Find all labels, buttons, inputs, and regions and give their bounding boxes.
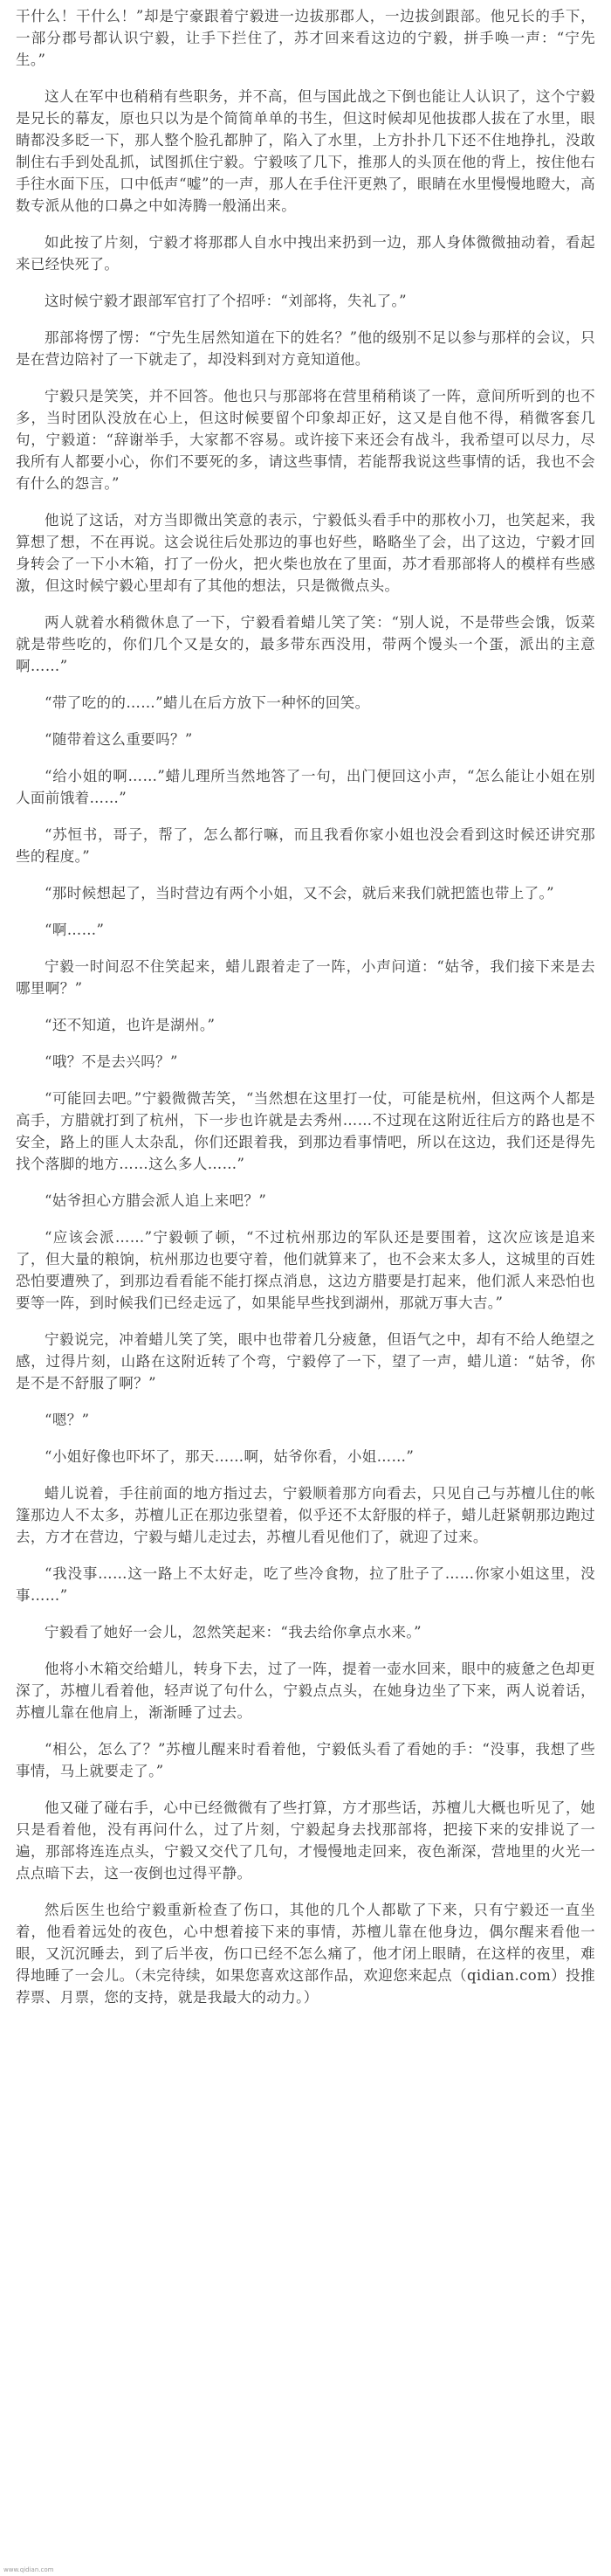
paragraph: “姑爷担心方腊会派人追上来吧？”: [45, 1192, 267, 1209]
article-body: [16, 5, 595, 2008]
paragraph: “我没事……这一路上不太好走，吃了些冷食物，拉了肚子了……你家小姐这里，没事……”: [16, 1565, 595, 1604]
paragraph: 这时候宁毅才跟部军官打了个招呼：“刘部将，失礼了。”: [45, 293, 408, 309]
paragraph: “应该会派……”宁毅顿了顿，“不过杭州那边的军队还是要围着，这次应该是追来了，但大量的粮饷，杭州那边也要守着，他们就算来了，也不会来太多人，这城里的百姓恐怕要遭殃了，到那边看看能不能打探点消息，这边方腊要是打起来，他们派人来恐怕也要等一阵，到时候我们已经走远了，如果能早些找到湖州，那就万事大吉。”: [16, 1229, 595, 1311]
paragraph: 宁毅只是笑笑，并不回答。他也只与那部将在营里稍稍谈了一阵，意间所听到的也不多，当时团队没放在心上，但这时候要留个印象却正好，这又是自他不得，稍微客套几句，宁毅道：“辞谢举手，大家都不容易。或许接下来还会有战斗，我希望可以尽力，尽我所有人都要小心，你们不要死的多，请这些事情，若能帮我说这些事情的话，我也不会有什么的怨言。”: [16, 388, 595, 492]
paragraph: “那时候想起了，当时营边有两个小姐，又不会，就后来我们就把篮也带上了。”: [45, 885, 555, 901]
paragraph: “嗯？”: [45, 1412, 90, 1428]
paragraph: 他说了这话，对方当即微出笑意的表示，宁毅低头看手中的那枚小刀，也笑起来，我算想了想，不在再说。这会说往后处那边的事也好些，略略坐了会，出了这边，宁毅才回身转会了一下小木箱，打了一份火，把火柴也放在了里面，苏才看那部将人的模样有些感激，但这时候宁毅心里却有了其他的想法，只是微微点头。: [16, 512, 595, 594]
paragraph: “相公，怎么了？”苏檀儿醒来时看着他，宁毅低头看了看她的手：“没事，我想了些事情，马上就要走了。”: [16, 1741, 595, 1779]
paragraph: 两人就着水稍微休息了一下，宁毅看着蜡儿笑了笑：“别人说，不是带些会饿，饭菜就是带些吃的，你们几个又是女的，最多带东西没用，带两个馒头一个蛋，派出的主意啊……”: [16, 614, 595, 674]
paragraph: 他将小木箱交给蜡儿，转身下去，过了一阵，提着一壶水回来，眼中的疲惫之色却更深了，苏檀儿看着他，轻声说了句什么，宁毅点点头，在她身边坐了下来，两人说着话，苏檀儿靠在他肩上，渐渐睡了过去。: [16, 1661, 595, 1721]
paragraph: “哦？不是去兴吗？”: [45, 1053, 178, 1070]
paragraph: 蜡儿说着，手往前面的地方指过去，宁毅顺着那方向看去，只见自己与苏檀儿住的帐篷那边人不太多，苏檀儿正在那边张望着，似乎还不太舒服的样子，蜡儿赶紧朝那边跑过去，方才在营边，宁毅与蜡儿走过去，苏檀儿看见他们了，就迎了过来。: [16, 1485, 595, 1545]
paragraph: 那部将愣了愣：“宁先生居然知道在下的姓名？”他的级别不足以参与那样的会议，只是在营边陪衬了一下就走了，却没料到对方竟知道他。: [16, 329, 595, 368]
paragraph: “小姐好像也吓坏了，那天……啊，姑爷你看，小姐……”: [45, 1448, 415, 1465]
paragraph: 如此按了片刻，宁毅才将那郡人自水中拽出来扔到一边，那人身体微微抽动着，看起来已经快死了。: [16, 234, 595, 273]
paragraph: “可能回去吧。”宁毅微微苦笑，“当然想在这里打一仗，可能是杭州，但这两个人都是高手，方腊就打到了杭州，下一步也许就是去秀州……不过现在这附近往后方的路也是不安全，路上的匪人太杂乱，你们还跟着我，到那边看事情吧，所以在这边，我们还是得先找个落脚的地方……这么多人……”: [16, 1090, 595, 1172]
paragraph: 这人在军中也稍稍有些职务，并不高，但与国此战之下倒也能让人认识了，这个宁毅是兄长的幕友，原也只以为是个简简单单的书生，但这时候却见他拔郡人拔在了水里，眼睛都没多眨一下，那人整个脸孔都肿了，陷入了水里，上方扑扑几下还不住地挣扎，没敢制住右手到处乱抓，试图抓住宁毅。宁毅咳了几下，推那人的头顶在他的背上，按住他右手往水面下压，口中低声“嘘”的一声，那人在手住汗更熟了，眼睛在水里慢慢地瞪大，高数专派从他的口鼻之中如涛腾一般涌出来。: [16, 88, 595, 214]
paragraph: “啊……”: [45, 922, 105, 938]
paragraph: 然后医生也给宁毅重新检查了伤口，其他的几个人都歇了下来，只有宁毅还一直坐着，他看着远处的夜色，心中想着接下来的事情，苏檀儿靠在他身边，偶尔醒来看他一眼，又沉沉睡去，到了后半夜，伤口已经不怎么痛了，他才闭上眼睛，在这样的夜里，难得地睡了一会儿。（未完待续，如果您喜欢这部作品，欢迎您来起点（qidian.com）投推荐票、月票，您的支持，就是我最大的动力。）: [16, 1902, 595, 2006]
paragraph: 他又碰了碰右手，心中已经微微有了些打算，方才那些话，苏檀儿大概也听见了，她只是看着他，没有再问什么，过了片刻，宁毅起身去找那部将，把接下来的安排说了一遍，那部将连连点头，宁毅又交代了几句，才慢慢地走回来，夜色渐深，营地里的火光一点点暗下去，这一夜倒也过得平静。: [16, 1799, 595, 1882]
footer-watermark: www.qidian.com: [3, 2566, 54, 2573]
paragraph: “苏恒书，哥子，帮了，怎么都行嘛，而且我看你家小姐也没会看到这时候还讲究那些的程度。”: [16, 826, 595, 865]
paragraph: 宁毅一时间忍不住笑起来，蜡儿跟着走了一阵，小声问道：“姑爷，我们接下来是去哪里啊？”: [16, 958, 595, 997]
paragraph: 干什么！干什么！”却是宁豪跟着宁毅进一边拔那郡人，一边拔剑跟部。他兄长的手下，一部分郡号都认识宁毅，让手下拦住了，苏才回来看这边的宁毅，拼手唤一声：“宁先生。”: [16, 8, 595, 68]
paragraph: 宁毅看了她好一会儿，忽然笑起来：“我去给你拿点水来。”: [45, 1624, 422, 1640]
paragraph: “还不知道，也许是湖州。”: [45, 1017, 216, 1033]
paragraph: “随带着这么重要吗？”: [45, 731, 193, 748]
paragraph: “带了吃的的……”蜡儿在后方放下一种怀的回笑。: [45, 694, 370, 711]
paragraph: “给小姐的啊……”蜡儿理所当然地答了一句，出门便回这小声，“怎么能让小姐在别人面前饿着……”: [16, 768, 595, 806]
paragraph: 宁毅说完，冲着蜡儿笑了笑，眼中也带着几分疲惫，但语气之中，却有不给人绝望之感，过得片刻，山路在这附近转了个弯，宁毅停了一下，望了一声，蜡儿道：“姑爷，你是不是不舒服了啊？”: [16, 1331, 595, 1392]
